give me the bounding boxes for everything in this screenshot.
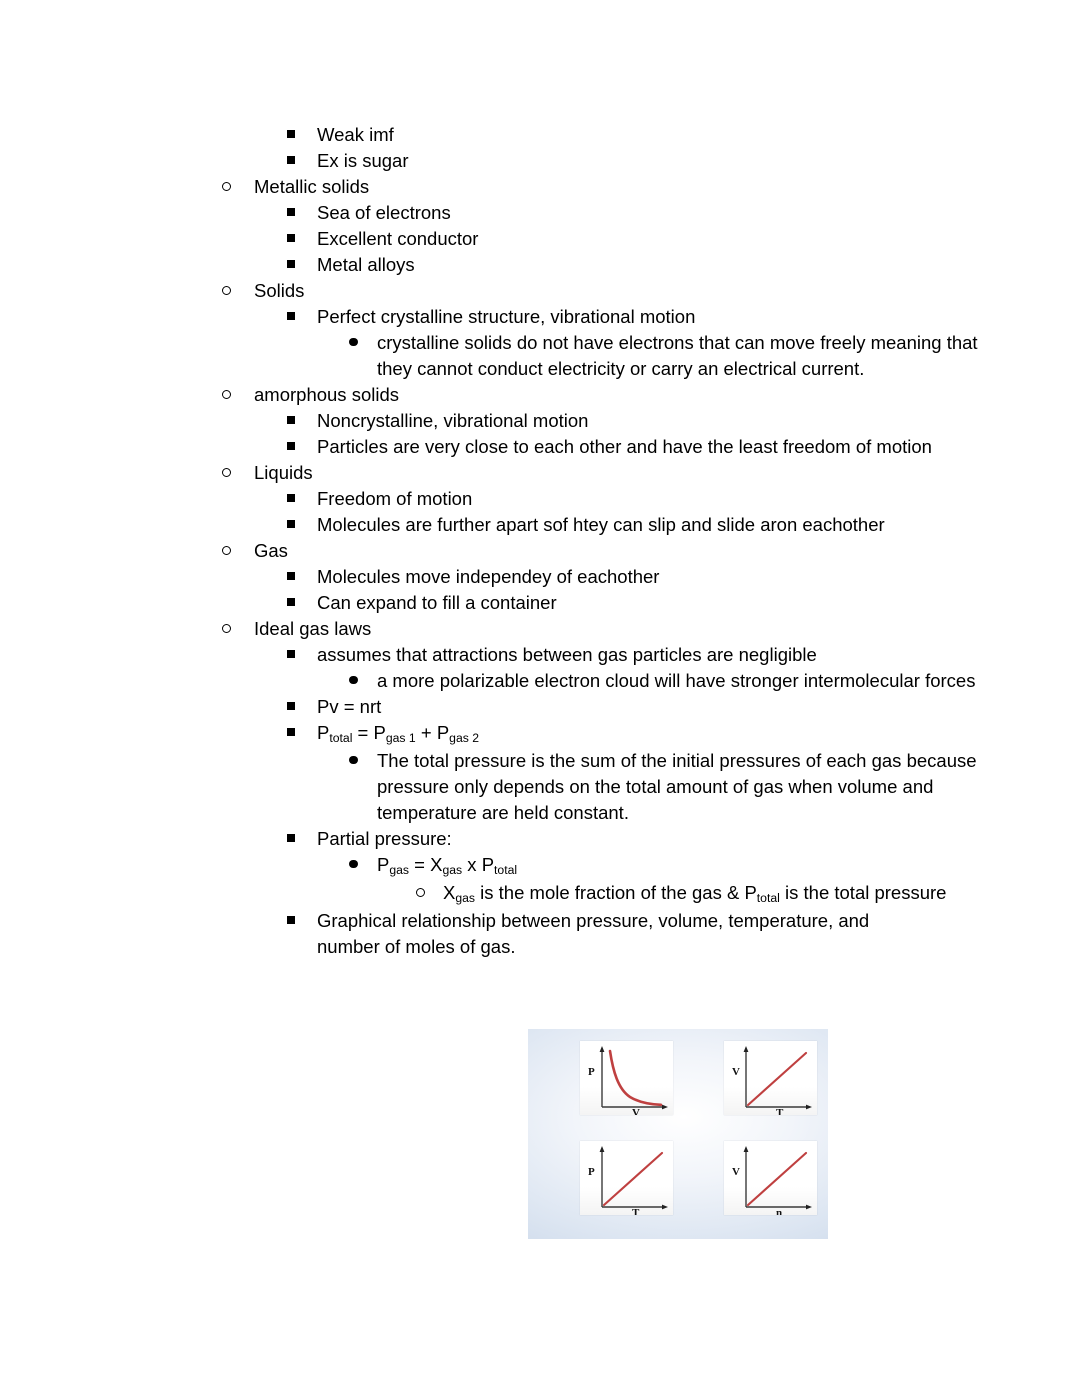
list-item-formula [317,720,980,748]
hollow-circle-bullet-icon [222,460,244,486]
square-bullet-icon [287,720,309,746]
list-item [254,460,980,486]
square-bullet-icon [287,826,309,852]
formula-part: P [481,854,495,875]
list-item-text: Sea of electrons [317,202,451,223]
list-item-text: a more polarizable electron cloud will have stronger intermolecular forces [377,670,976,691]
hollow-circle-bullet-icon [222,538,244,564]
square-bullet-icon [287,122,309,148]
list-item [317,590,980,616]
list-item-text: Graphical relationship between pressure, volume, temperature, and number of moles of gas. [317,910,870,957]
list-item [317,226,980,252]
x-axis-label: V [632,1107,640,1115]
y-axis-arrow [744,1046,749,1052]
list-item [377,748,980,826]
list-item-text: Molecules are further apart sof htey can slip and slide aron eachother [317,514,885,535]
list-item-text: Ideal gas laws [254,618,372,639]
list-item [254,382,980,408]
list-item-text: amorphous solids [254,384,399,405]
formula-subscript: gas 2 [449,731,480,746]
disc-bullet-icon [349,330,371,356]
square-bullet-icon [287,908,309,934]
x-axis-arrow [662,1105,668,1110]
list-item-text: Can expand to fill a container [317,592,557,613]
list-item [317,908,920,960]
square-bullet-icon [287,486,309,512]
list-item-text: The total pressure is the sum of the initial pressures of each gas because pressure only depends on the total amount of gas when volume and temperature are held constant. [377,750,977,823]
square-bullet-icon [287,148,309,174]
x-axis-arrow [662,1205,668,1210]
square-bullet-icon [287,408,309,434]
list-item-text: Metal alloys [317,254,415,275]
list-item [317,122,980,148]
graph-v-vs-t [724,1041,817,1115]
list-item [317,564,980,590]
list-item-text: assumes that attractions between gas particles are negligible [317,644,817,665]
formula-part: P [744,882,757,903]
list-item-text: Perfect crystalline structure, vibrational motion [317,306,696,327]
hyperbola-curve [610,1051,661,1105]
formula-part: P [317,722,330,743]
y-axis-label: P [588,1066,595,1078]
formula-p-total [317,720,980,748]
hollow-circle-bullet-icon [222,278,244,304]
list-item-text: Liquids [254,462,313,483]
list-item-text: Freedom of motion [317,488,473,509]
list-item [317,148,980,174]
list-item [317,512,980,538]
square-bullet-icon [287,642,309,668]
list-item-text: Molecules move independey of eachother [317,566,660,587]
y-axis-label: V [732,1166,740,1178]
formula-subscript: total [756,891,780,906]
list-item-text: Particles are very close to each other and have the least freedom of motion [317,436,932,457]
formula-p-gas [377,852,980,880]
list-item-text: Excellent conductor [317,228,479,249]
list-item-formula [377,852,980,880]
list-item-text: Gas [254,540,288,561]
list-item-text: Partial pressure: [317,828,452,849]
list-item [254,616,980,642]
square-bullet-icon [287,226,309,252]
list-item [254,538,980,564]
y-axis-label: P [588,1166,595,1178]
list-item-text: Metallic solids [254,176,370,197]
hollow-circle-bullet-icon [416,880,438,906]
hollow-circle-bullet-icon [222,616,244,642]
x-axis-label: T [632,1207,640,1215]
formula-part: x [462,854,482,875]
graph-p-vs-v [580,1041,673,1115]
graph-v-vs-n-svg [724,1141,817,1215]
formula-part: = [409,854,431,875]
formula-part: is the mole fraction of the gas & [475,882,745,903]
y-axis-arrow [600,1146,605,1152]
list-item-text: crystalline solids do not have electrons that can move freely meaning that they cannot conduct electricity or carry an electrical current. [377,332,978,379]
y-axis-label: V [732,1066,740,1078]
graph-v-vs-t-svg [724,1041,817,1115]
list-item [317,694,980,720]
square-bullet-icon [287,434,309,460]
list-item-text: Noncrystalline, vibrational motion [317,410,589,431]
list-item-text: Ex is sugar [317,150,409,171]
square-bullet-icon [287,564,309,590]
list-item [317,252,980,278]
formula-subscript: total [494,863,518,878]
linear-curve [748,1153,806,1205]
list-item [377,330,980,382]
formula-part: P [373,722,386,743]
graph-p-vs-t-svg [580,1141,673,1215]
formula-subscript: gas 1 [385,731,416,746]
hollow-circle-bullet-icon [222,382,244,408]
list-item [317,486,980,512]
formula-part: + [415,722,437,743]
gas-law-graphs-figure [528,1029,828,1239]
disc-bullet-icon [349,852,371,878]
hollow-circle-bullet-icon [222,174,244,200]
list-item [317,408,980,434]
square-bullet-icon [287,694,309,720]
linear-curve [748,1053,806,1105]
y-axis-arrow [744,1146,749,1152]
x-axis-label: n [776,1207,783,1215]
list-item [317,200,980,226]
square-bullet-icon [287,252,309,278]
formula-part: is the total pressure [779,882,947,903]
disc-bullet-icon [349,668,371,694]
disc-bullet-icon [349,748,371,774]
formula-part: X [430,854,443,875]
outline-notes-body [0,122,1080,960]
formula-part: P [436,722,450,743]
square-bullet-icon [287,512,309,538]
formula-part: X [443,882,456,903]
y-axis-arrow [600,1046,605,1052]
formula-part: P [377,854,390,875]
list-item-text: Solids [254,280,305,301]
formula-subscript: gas [442,863,463,878]
list-item [377,668,980,694]
square-bullet-icon [287,200,309,226]
list-item [254,278,980,304]
graph-p-vs-t [580,1141,673,1215]
list-item [317,642,980,668]
linear-curve [604,1153,662,1205]
x-axis-arrow [806,1105,812,1110]
list-item-text: Pv = nrt [317,696,382,717]
formula-subscript: gas [455,891,476,906]
formula-x-gas-description [443,880,980,908]
list-item [317,304,980,330]
list-item-formula [443,880,980,908]
formula-part: = [352,722,374,743]
formula-subscript: total [329,731,353,746]
graph-p-vs-v-svg [580,1041,673,1115]
graph-v-vs-n [724,1141,817,1215]
list-item-text: Weak imf [317,124,394,145]
square-bullet-icon [287,590,309,616]
list-item [317,826,980,852]
list-item [317,434,980,460]
x-axis-arrow [806,1205,812,1210]
square-bullet-icon [287,304,309,330]
list-item [254,174,980,200]
formula-subscript: gas [389,863,410,878]
x-axis-label: T [776,1107,784,1115]
